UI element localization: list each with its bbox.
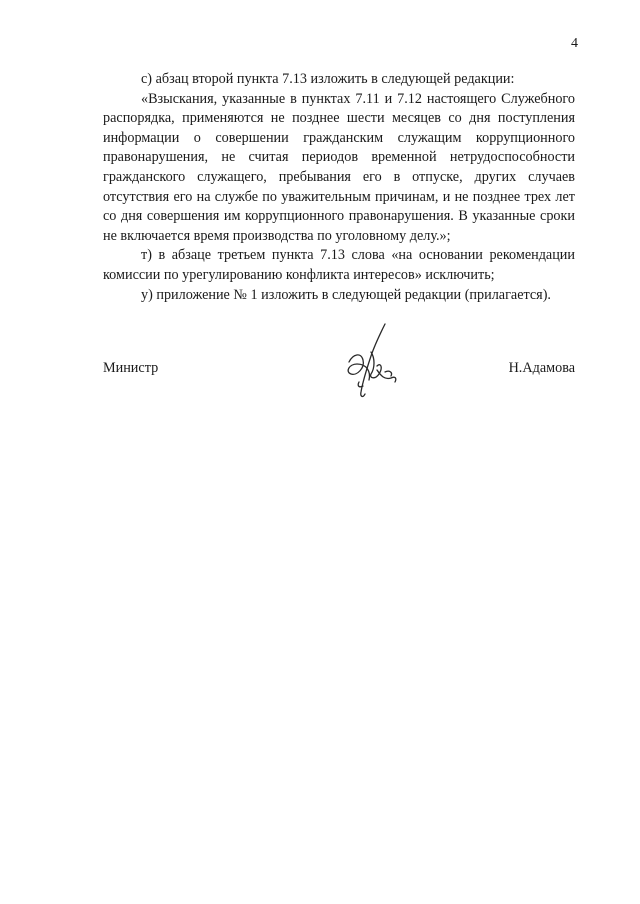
signer-title: Министр: [103, 360, 159, 376]
paragraph-item-s: с) абзац второй пункта 7.13 изложить в следующей редакции:: [141, 71, 515, 87]
paragraph-item-u: у) приложение № 1 изложить в следующей редакции (прилагается).: [141, 286, 551, 303]
paragraph-quoted-amendment: «Взыскания, указанные в пунктах 7.11 и 7.12 настоящего Служебного распорядка, применяются не позднее шести месяцев со дня поступления информации о совершении гражданским служащим коррупционного правонарушения, не считая периодов временной нетрудоспособности гражданского служащего, пребывания его в отпуске, других случаев отсутствия его на службе по уважительным причинам, и не позднее трех лет со дня совершения им коррупционного правонарушения. В указанные сроки не включается время производства по уголовному делу.»;: [103, 90, 575, 244]
signature-block: [103, 322, 575, 402]
signer-name: Н.Адамова: [508, 360, 575, 376]
document-body: [103, 70, 575, 305]
handwritten-signature: [341, 322, 401, 400]
paragraph-item-t: т) в абзаце третьем пункта 7.13 слова «на основании рекомендации комиссии по урегулированию конфликта интересов» исключить;: [103, 247, 575, 283]
page-number: 4: [571, 36, 578, 51]
